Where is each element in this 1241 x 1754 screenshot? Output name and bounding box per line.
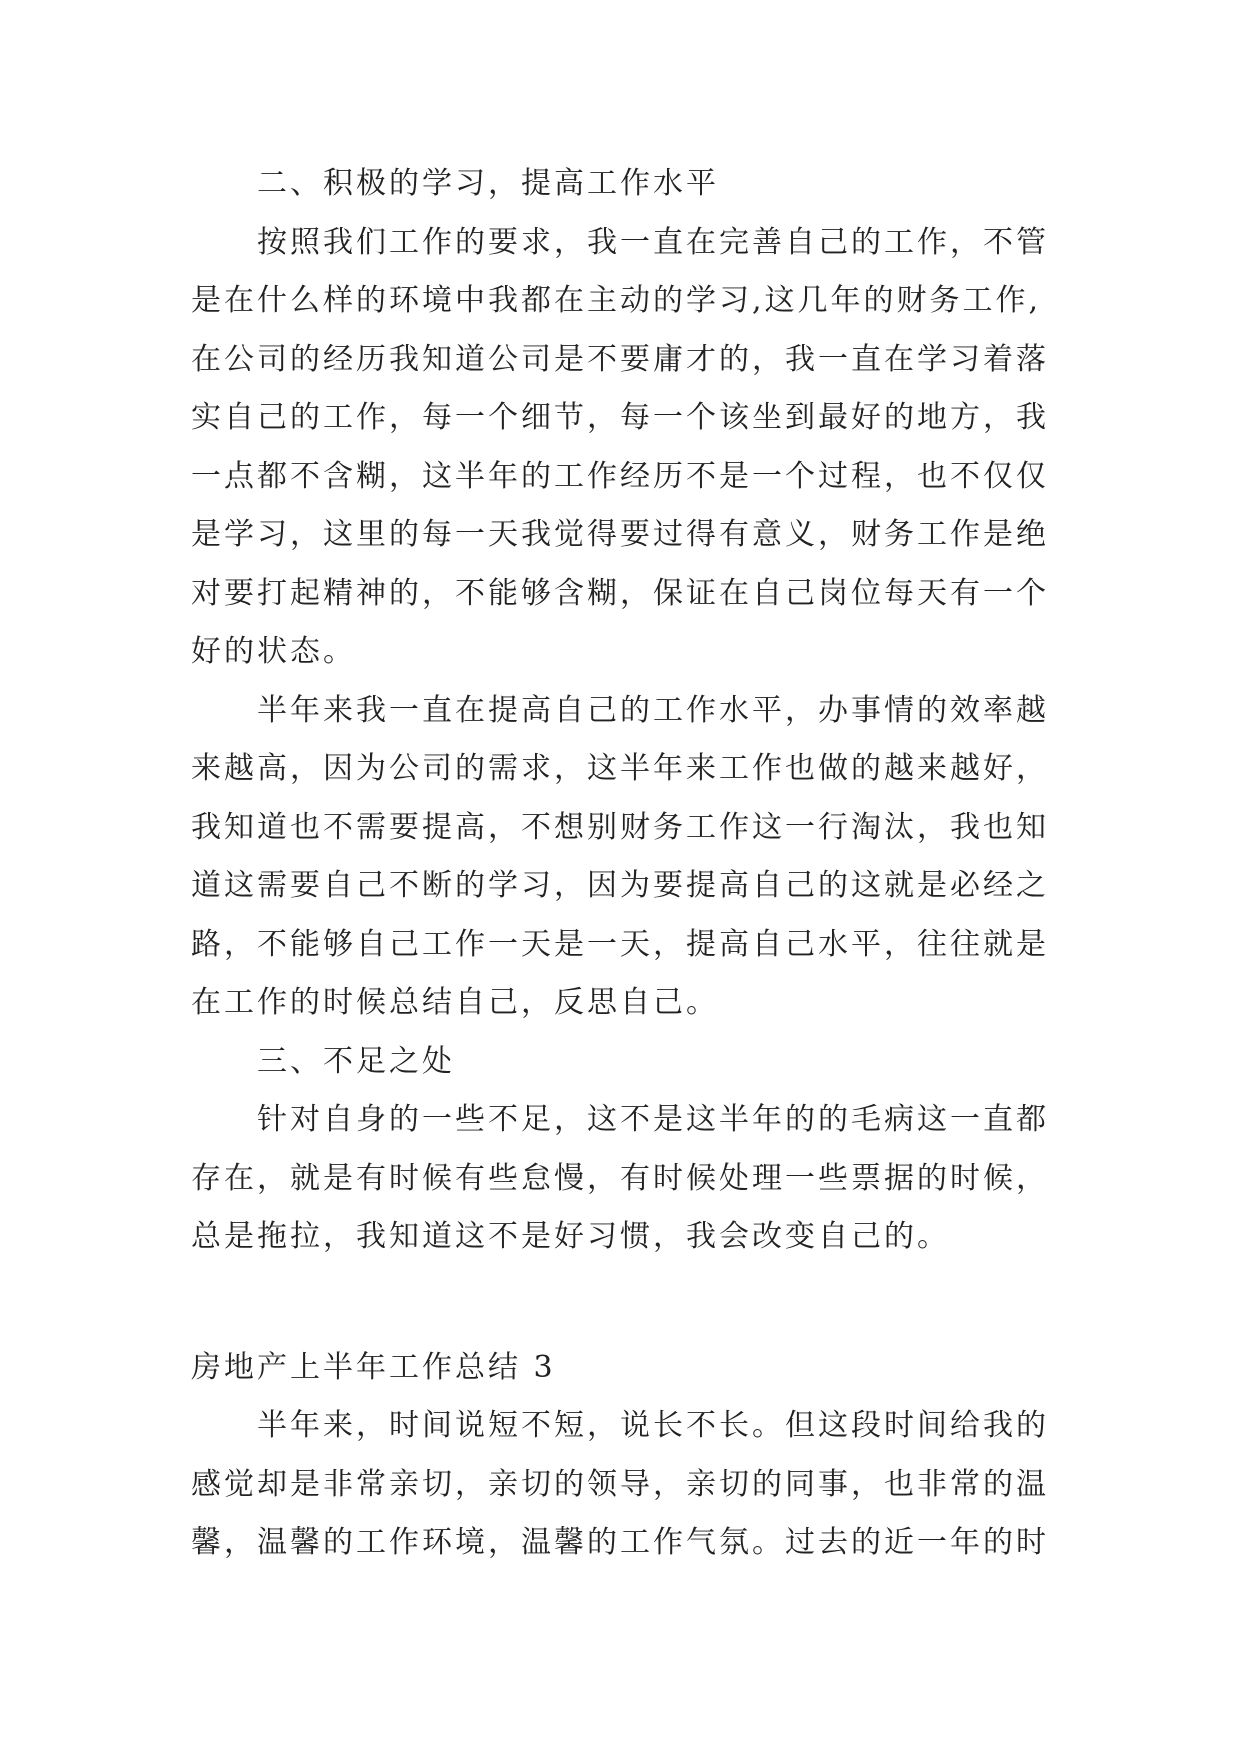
paragraph-line: 好的状态。 (191, 634, 356, 669)
paragraph-line: 感觉却是非常亲切，亲切的领导，亲切的同事，也非常的温 (191, 1466, 1049, 1502)
paragraph-line: 是在什么样的环境中我都在主动的学习,这几年的财务工作, (191, 283, 1042, 318)
paragraph-line: 对要打起精神的，不能够含糊，保证在自己岗位每天有一个 (191, 575, 1049, 611)
paragraph (191, 1091, 1101, 1267)
paragraph-line: 在工作的时候总结自己，反思自己。 (191, 985, 719, 1020)
paragraph-line: 一点都不含糊，这半年的工作经历不是一个过程，也不仅仅 (191, 458, 1049, 494)
spacer (191, 1267, 1101, 1339)
article-title: 房地产上半年工作总结 3 (191, 1349, 556, 1385)
section-heading: 三、不足之处 (257, 1043, 455, 1079)
section-heading: 二、积极的学习，提高工作水平 (257, 166, 719, 201)
paragraph-line: 是学习，这里的每一天我觉得要过得有意义，财务工作是绝 (191, 517, 1049, 552)
paragraph-line: 半年来，时间说短不短，说长不长。但这段时间给我的 (257, 1408, 1049, 1443)
paragraph (191, 1397, 1101, 1573)
document-body (191, 155, 1101, 1573)
paragraph (191, 682, 1101, 1033)
paragraph-line: 路，不能够自己工作一天是一天，提高自己水平，往往就是 (191, 926, 1049, 962)
paragraph-line: 半年来我一直在提高自己的工作水平，办事情的效率越 (257, 692, 1049, 728)
paragraph-line: 总是拖拉，我知道这不是好习惯，我会改变自己的。 (191, 1219, 950, 1254)
paragraph-line: 在公司的经历我知道公司是不要庸才的，我一直在学习着落 (191, 341, 1049, 377)
paragraph-line: 道这需要自己不断的学习，因为要提高自己的这就是必经之 (191, 868, 1049, 903)
paragraph-line: 我知道也不需要提高，不想别财务工作这一行淘汰，我也知 (191, 809, 1049, 845)
paragraph (191, 214, 1101, 682)
paragraph-line: 来越高，因为公司的需求，这半年来工作也做的越来越好， (191, 751, 1049, 786)
paragraph-line: 按照我们工作的要求，我一直在完善自己的工作，不管 (257, 224, 1049, 260)
paragraph-line: 实自己的工作，每一个细节，每一个该坐到最好的地方，我 (191, 400, 1049, 435)
paragraph-line: 针对自身的一些不足，这不是这半年的的毛病这一直都 (257, 1102, 1049, 1137)
paragraph-line: 存在，就是有时候有些怠慢，有时候处理一些票据的时候， (191, 1160, 1049, 1196)
paragraph-line: 馨，温馨的工作环境，温馨的工作气氛。过去的近一年的时 (191, 1525, 1049, 1560)
